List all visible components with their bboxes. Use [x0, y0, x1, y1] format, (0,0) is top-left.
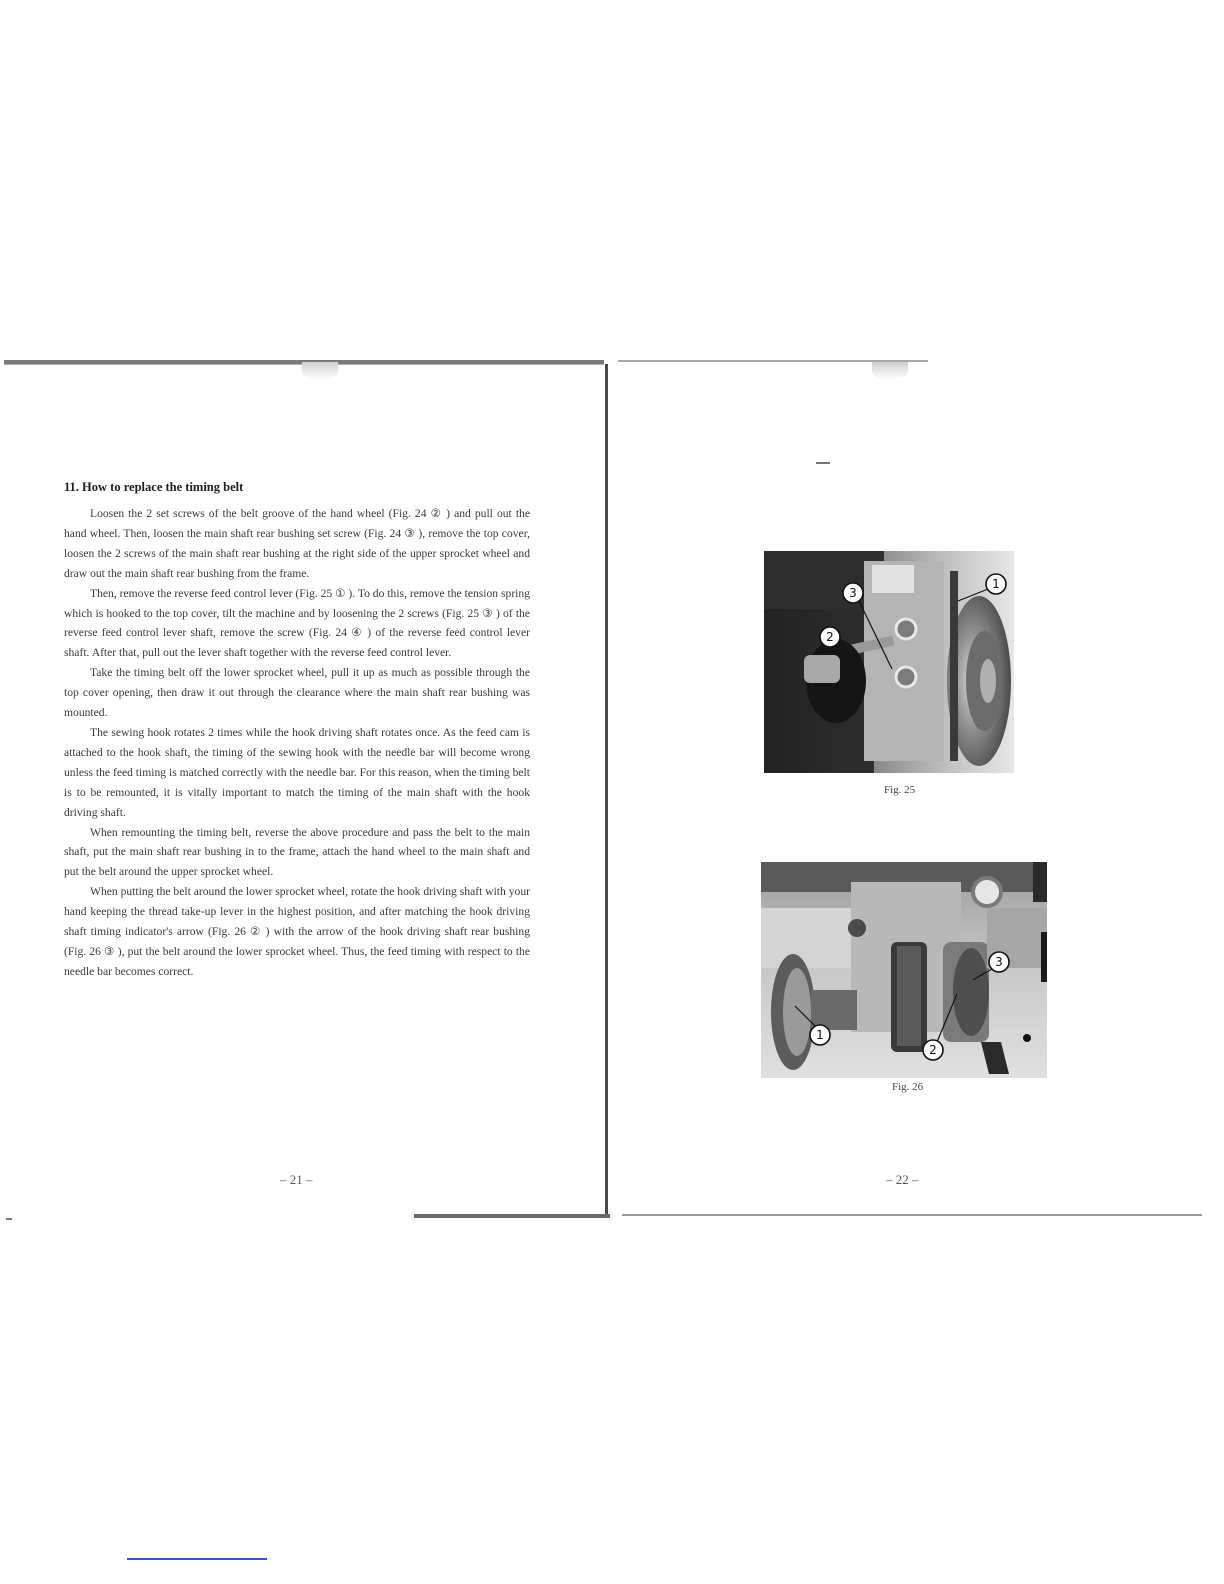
callout-2 — [820, 627, 840, 647]
page-number-right: – 22 – — [886, 1172, 919, 1187]
figure-26-caption: Fig. 26 — [892, 1081, 924, 1093]
figure-25-callouts — [764, 551, 1014, 773]
page-number-left: – 21 – — [280, 1172, 313, 1187]
blue-underline — [127, 1558, 267, 1560]
paragraph: The sewing hook rotates 2 times while the hook driving shaft rotates once. As the feed cam is attached to the hook shaft, the timing of the sewing hook with the needle bar will become wrong unless the feed timing is matched correctly with the needle bar. For this reason, when the timing belt is to be remounted, it is vitally important to match the timing of the main shaft with the hook driving shaft. — [64, 725, 530, 819]
figure-25-caption: Fig. 25 — [884, 784, 916, 796]
bottom-rule-right — [622, 1214, 1202, 1216]
callout-3 — [989, 952, 1009, 972]
paragraph: Loosen the 2 set screws of the belt groove of the hand wheel (Fig. 24 ② ) and pull out the hand wheel. Then, loosen the main shaft rear bushing set screw (Fig. 24 ③ ), remove the top cover, loosen the 2 screws of the main shaft rear bushing at the right side of the upper sprocket wheel and draw out the main shaft rear bushing from the frame. — [64, 507, 530, 580]
scan-speck — [816, 462, 830, 464]
callout-label: 2 — [929, 1043, 937, 1057]
body-text — [64, 504, 530, 982]
callout-1 — [810, 1025, 830, 1045]
paragraph: Then, remove the reverse feed control lever (Fig. 25 ① ). To do this, remove the tension spring which is hooked to the top cover, tilt the machine and by loosening the 2 screws (Fig. 25 ③ ) of the reverse feed control lever shaft, remove the screw (Fig. 24 ④ ) of the reverse feed control lever shaft. After that, pull out the lever shaft together with the reverse feed control lever. — [64, 586, 530, 660]
section-title: 11. How to replace the timing belt — [64, 480, 244, 494]
callout-label: 1 — [816, 1028, 824, 1042]
scan-speck — [6, 1218, 12, 1220]
binding-notch — [872, 362, 908, 380]
book-spine — [605, 364, 608, 1216]
callout-3 — [843, 583, 863, 603]
paragraph: When remounting the timing belt, reverse the above procedure and pass the belt to the main shaft, put the main shaft rear bushing in to the frame, attach the hand wheel to the main shaft and put the belt around the upper sprocket wheel. — [64, 825, 530, 879]
binding-notch — [302, 362, 338, 380]
callout-label: 1 — [992, 577, 1000, 591]
callout-label: 2 — [826, 630, 834, 644]
bottom-rule-left — [414, 1214, 610, 1218]
figure-26-callouts — [761, 862, 1047, 1078]
paragraph: Take the timing belt off the lower sprocket wheel, pull it up as much as possible through the top cover opening, then draw it out through the clearance where the main shaft rear bushing was mounted. — [64, 666, 530, 720]
callout-2 — [923, 1040, 943, 1060]
callout-label: 3 — [995, 955, 1003, 969]
callout-1 — [986, 574, 1006, 594]
paragraph: When putting the belt around the lower sprocket wheel, rotate the hook driving shaft with your hand keeping the thread take-up lever in the highest position, and after matching the hook driving shaft timing indicator's arrow (Fig. 26 ② ) with the arrow of the hook driving shaft rear bushing (Fig. 26 ③ ), put the belt around the lower sprocket wheel. Thus, the feed timing with respect to the needle bar becomes correct. — [64, 885, 530, 978]
callout-label: 3 — [849, 586, 857, 600]
